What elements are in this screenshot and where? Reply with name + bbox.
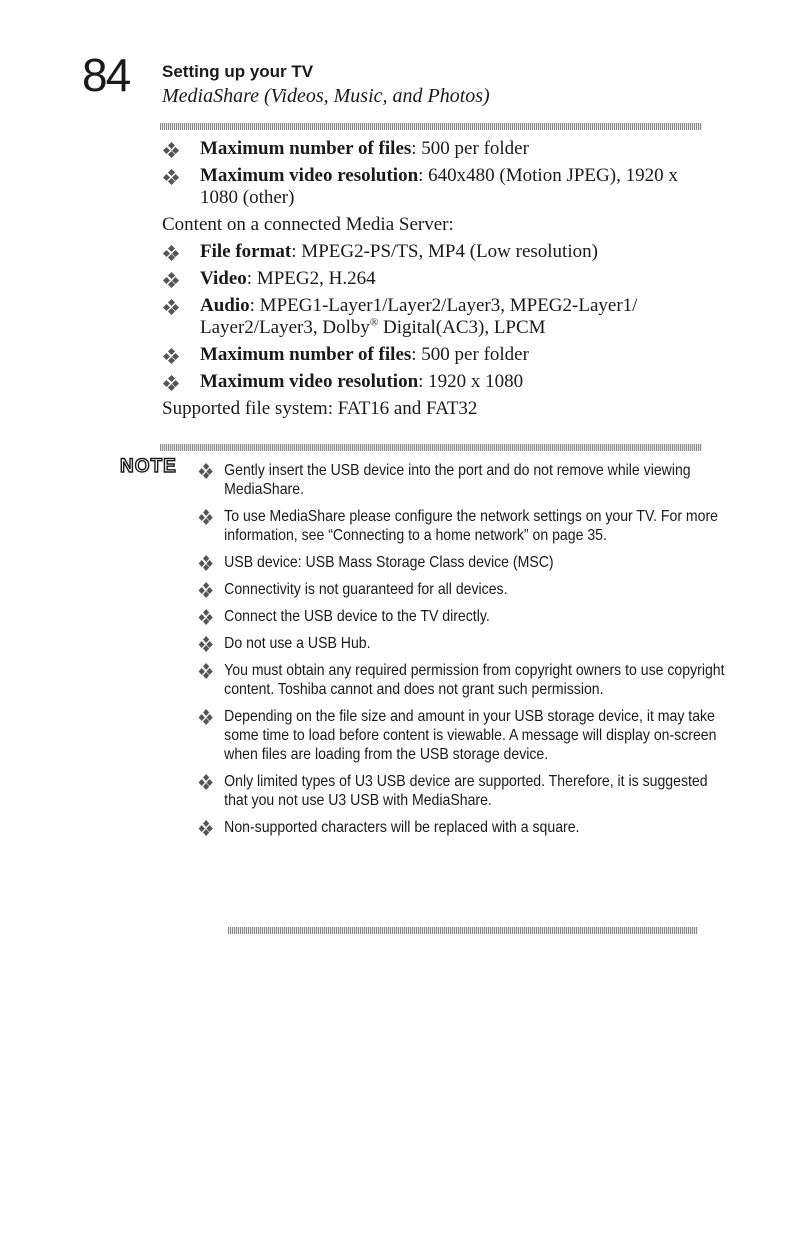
spec-value: Digital(AC3), LPCM	[378, 317, 546, 338]
spec-term: Maximum number of files	[200, 344, 412, 365]
diamond-bullet-icon	[164, 376, 178, 390]
note-text: You must obtain any required permission from copyright owners to use copyright content. Toshiba cannot and does not grant such permission.	[224, 662, 725, 698]
diamond-bullet-icon	[200, 510, 212, 524]
note-item	[196, 507, 731, 545]
spec-value: : 1920 x 1080	[418, 371, 524, 392]
paragraph: Content on a connected Media Server:	[162, 214, 454, 235]
list-item	[162, 138, 707, 160]
note-item	[196, 818, 731, 837]
spec-value: : MPEG2-PS/TS, MP4 (Low resolution)	[291, 241, 598, 262]
section-title: Setting up your TV	[162, 62, 314, 81]
spec-value: : 500 per folder	[411, 344, 529, 365]
page-number: 84	[82, 49, 130, 101]
note-text: Gently insert the USB device into the port and do not remove while viewing MediaShare.	[224, 462, 691, 498]
specs-list	[162, 138, 707, 425]
diamond-bullet-icon	[164, 273, 178, 287]
note-text: Non-supported characters will be replaced with a square.	[224, 819, 580, 836]
note-text: Do not use a USB Hub.	[224, 635, 371, 652]
diamond-bullet-icon	[200, 821, 212, 835]
note-end-rule	[228, 927, 698, 934]
diamond-bullet-icon	[164, 143, 178, 157]
section-subtitle: MediaShare (Videos, Music, and Photos)	[162, 85, 490, 107]
header-rule	[160, 123, 702, 130]
diamond-bullet-icon	[200, 710, 212, 724]
diamond-bullet-icon	[164, 170, 178, 184]
note-text: To use MediaShare please configure the network settings on your TV. For more information, see “Connecting to a home network” on page 35.	[224, 508, 719, 544]
diamond-bullet-icon	[164, 246, 178, 260]
diamond-bullet-icon	[200, 556, 212, 570]
note-item	[196, 661, 731, 699]
diamond-bullet-icon	[200, 664, 212, 678]
note-item	[196, 772, 731, 810]
note-text: Depending on the file size and amount in your USB storage device, it may take some time to load before content is viewable. A message will display on-screen when files are loading from the USB storage device.	[224, 708, 717, 763]
note-item	[196, 634, 731, 653]
spec-value: : MPEG2, H.264	[246, 268, 376, 289]
spec-term: Maximum number of files	[200, 138, 412, 159]
spec-value: : MPEG1-Layer1/Layer2/Layer3, MPEG2-Layer1/ Layer2/Layer3, Dolby	[200, 295, 638, 338]
spec-term: Maximum video resolution	[200, 371, 419, 392]
note-item	[196, 461, 731, 499]
note-text: Only limited types of U3 USB device are supported. Therefore, it is suggested that you not use U3 USB with MediaShare.	[224, 773, 708, 809]
spec-term: Maximum video resolution	[200, 165, 419, 186]
list-item	[162, 371, 707, 393]
note-text: Connectivity is not guaranteed for all devices.	[224, 581, 508, 598]
note-item	[196, 580, 731, 599]
diamond-bullet-icon	[200, 583, 212, 597]
diamond-bullet-icon	[164, 349, 178, 363]
list-item	[162, 241, 707, 263]
diamond-bullet-icon	[164, 300, 178, 314]
spec-term: Audio	[200, 295, 250, 316]
diamond-bullet-icon	[200, 610, 212, 624]
diamond-bullet-icon	[200, 464, 212, 478]
paragraph: Supported file system: FAT16 and FAT32	[162, 398, 478, 419]
spec-value: : 500 per folder	[411, 138, 529, 159]
section-rule	[160, 444, 702, 451]
list-item	[162, 165, 707, 209]
diamond-bullet-icon	[200, 775, 212, 789]
registered-mark: ®	[369, 316, 379, 329]
note-item	[196, 707, 731, 764]
spec-value: : 640x480 (Motion JPEG), 1920 x 1080 (other)	[200, 165, 678, 208]
note-text: Connect the USB device to the TV directly.	[224, 608, 490, 625]
note-item	[196, 607, 731, 626]
spec-term: Video	[200, 268, 247, 289]
list-item	[162, 268, 707, 290]
list-item	[162, 295, 707, 339]
note-list	[196, 461, 725, 845]
diamond-bullet-icon	[200, 637, 212, 651]
note-item	[196, 553, 731, 572]
note-label: NOTE	[120, 456, 177, 477]
note-text: USB device: USB Mass Storage Class device (MSC)	[224, 554, 554, 571]
spec-term: File format	[200, 241, 292, 262]
list-item	[162, 344, 707, 366]
